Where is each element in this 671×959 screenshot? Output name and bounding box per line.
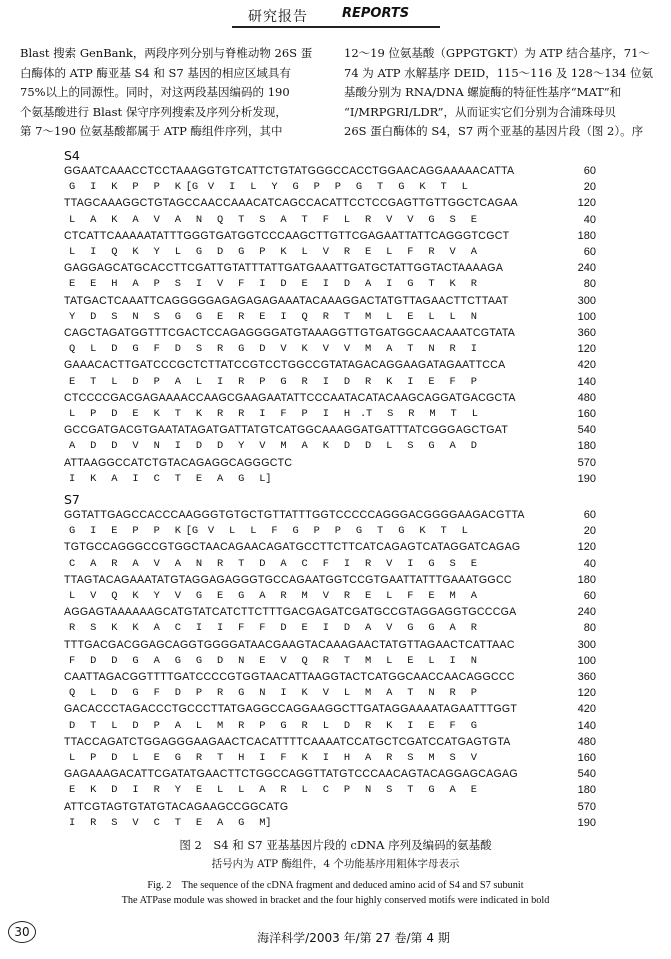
nucleotide-row: [64, 736, 664, 752]
amino-acid-sequence: I R S V C T E A G M]: [69, 816, 272, 829]
amino-acid-sequence: G I K P P K [G V I L Y G P P G T G K T L: [69, 181, 468, 194]
journal-footer: [0, 929, 671, 946]
sequence-position: 180: [577, 229, 596, 242]
nucleotide-row: [64, 457, 664, 473]
cdna-sequence: TTACCAGATCTGGAGGGAAGAACTCACATTTTCAAAATCCATGCTCGATCCATGAGTGTA: [64, 735, 511, 748]
amino-acid-sequence: L V Q K Y V G E G A R M V R E L F E M A: [69, 590, 477, 602]
sequence-position: 240: [577, 262, 596, 275]
amino-acid-row: [64, 440, 664, 456]
amino-acid-row: [64, 311, 664, 327]
nucleotide-row: [64, 295, 664, 311]
sequence-position: 300: [577, 638, 596, 651]
nucleotide-row: [64, 262, 664, 278]
amino-acid-row: [64, 525, 664, 541]
nucleotide-row: [64, 392, 664, 408]
cdna-sequence: GGTATTGAGCCACCCAAGGGTGTGCTGTTATTTGGTCCCCCAGGGACGGGGAAGACGTTA: [64, 509, 525, 521]
sequence-position: 120: [577, 687, 596, 700]
cdna-sequence: GGAATCAAACCTCCTAAAGGTGTCATTCTGTATGGGCCACCTGGAACAGGAAAAACATTA: [64, 165, 515, 177]
sequence-position: 360: [577, 671, 596, 683]
sequence-position: 120: [577, 541, 596, 554]
amino-acid-row: [64, 473, 664, 489]
cdna-sequence: GAGGAGCATGCACCTTCGATTGTATTTATTGATGAAATTGATGCTATTGGTACTAAAAGA: [64, 262, 504, 275]
body-line: 个氨基酸进行 Blast 保守序列搜索及序列分析发现，: [20, 104, 287, 119]
s4-label: S4: [64, 148, 80, 163]
amino-acid-sequence: E E H A P S I V F I D E I D A I G T K R: [69, 278, 477, 291]
sequence-position: 100: [577, 654, 596, 667]
s7-label: S7: [64, 492, 80, 507]
cdna-sequence: TTAGCAAAGGCTGTAGCCAACCAAACATCAGCCACATTCCTCCGAGTTGTTGGCTCAGAA: [64, 197, 518, 210]
amino-acid-row: [64, 817, 664, 833]
cdna-sequence: CAATTAGACGGTTTTGATCCCCGTGGTAACATTAAGGTACTCATGGCAACCAACAGGCCC: [64, 671, 515, 683]
sequence-position: 480: [577, 735, 596, 748]
amino-acid-sequence: L P D E K T K R R I F P I H .T S R M T L: [69, 408, 478, 420]
cdna-sequence: GAAACACTTGATCCCGCTCTTATCCGTCCTGGCCGTATAGACAGGAAGATAGAATTCCA: [64, 359, 506, 372]
sequence-position: 80: [583, 622, 596, 635]
sequence-position: 60: [583, 246, 596, 258]
amino-acid-sequence: A D D V N I D D Y V M A K D D L S G A D: [69, 440, 477, 453]
amino-acid-row: [64, 720, 664, 736]
nucleotide-row: [64, 703, 664, 719]
cdna-sequence: ATTCGTAGTGTATGTACAGAAGCCGGCATG: [64, 800, 289, 813]
sequence-position: 180: [577, 784, 596, 797]
amino-acid-row: [64, 376, 664, 392]
sequence-position: 140: [577, 375, 596, 388]
cdna-sequence: CAGCTAGATGGTTTCGACTCCAGAGGGGATGTAAAGGTTGTGATGGCAACAAATCGTATA: [64, 327, 516, 339]
nucleotide-row: [64, 509, 664, 525]
header-rule: [232, 26, 440, 28]
nucleotide-row: [64, 606, 664, 622]
sequence-position: 540: [577, 768, 596, 781]
figure-caption-en: Fig. 2 The sequence of the cDNA fragment and deduced amino acid of S4 and S7 subunit: [147, 880, 524, 891]
amino-acid-row: [64, 181, 664, 197]
nucleotide-row: [64, 574, 664, 590]
amino-acid-sequence: Y D S N S G G E R E I Q R T M L E L L N: [69, 310, 477, 323]
amino-acid-row: [64, 558, 664, 574]
sequence-position: 20: [583, 181, 596, 194]
journal-citation: 海洋科学/2003 年/第 27 卷/第 4 期: [257, 931, 450, 945]
nucleotide-row: [64, 424, 664, 440]
cdna-sequence: GCCGATGACGTGAATATAGATGATTATGTCATGGCAAAGGATGATTTATCGGGAGCTGAT: [64, 424, 509, 437]
cdna-sequence: TTTGACGACGGAGCAGGTGGGGATAACGAAGTACAAAGAACTATGTTAGAACTCATTAAC: [64, 638, 515, 651]
body-line: 26S 蛋白酶体的 S4，S7 两个亚基的基因片段（图 2）。序: [344, 124, 644, 139]
sequence-position: 120: [577, 197, 596, 210]
amino-acid-row: [64, 590, 664, 606]
body-line: 75%以上的同源性。同时，对这两段基因编码的 190: [20, 85, 290, 100]
amino-acid-sequence: I K A I C T E A G L]: [69, 472, 272, 485]
amino-acid-row: [64, 622, 664, 638]
sequence-position: 80: [583, 278, 596, 291]
sequence-position: 60: [583, 165, 596, 177]
amino-acid-sequence: E K D I R Y E L L A R L C P N S T G A E: [69, 784, 477, 797]
nucleotide-row: [64, 165, 664, 181]
amino-acid-sequence: Q L D G F D P R G N I K V L M A T N R P: [69, 687, 477, 700]
cdna-sequence: CTCATTCAAAAATATTTGGGTGATGGTCCCAAGCTTGTTCGAGAATTATTCAGGGTCGCT: [64, 229, 510, 242]
sequence-position: 140: [577, 719, 596, 732]
body-line: Blast 搜索 GenBank，两段序列分别与脊椎动物 26S 蛋: [20, 46, 313, 60]
sequence-position: 40: [583, 557, 596, 570]
cdna-sequence: GACACCCTAGACCCTGCCCTTATGAGGCCAGGAAGGCTTGATAGGAAAATAGAATTTGGT: [64, 703, 518, 716]
amino-acid-row: [64, 343, 664, 359]
amino-acid-sequence: L I Q K Y L G D G P K L V R E L F R V A: [69, 246, 477, 258]
body-line: “I/MRPGRI/LDR”，从而证实它们分别为合浦珠母贝: [344, 104, 616, 119]
amino-acid-sequence: C A R A V A N R T D A C F I R V I G S E: [69, 557, 477, 570]
sequence-position: 20: [583, 525, 596, 538]
running-header: [0, 4, 671, 26]
sequence-position: 540: [577, 424, 596, 437]
cdna-sequence: TTAGTACAGAAATATGTAGGAGAGGGTGCCAGAATGGTCCGTGAATTATTTGAAATGGCC: [64, 573, 512, 586]
cdna-sequence: ATTAAGGCCATCTGTACAGAGGCAGGGCTC: [64, 456, 293, 469]
amino-acid-row: [64, 784, 664, 800]
nucleotide-row: [64, 327, 664, 343]
amino-acid-row: [64, 246, 664, 262]
amino-acid-row: [64, 687, 664, 703]
nucleotide-row: [64, 541, 664, 557]
sequence-position: 120: [577, 343, 596, 356]
cdna-sequence: TATGACTCAAATTCAGGGGGAGAGAGAGAAATACAAAGGACTATGTTAGAACTTCTTAAT: [64, 294, 509, 307]
cdna-sequence: TGTGCCAGGGCCGTGGCTAACAGAACAGATGCCTTCTTCATCAGAGTCATAGGATCAGAG: [64, 541, 521, 554]
sequence-position: 100: [577, 310, 596, 323]
amino-acid-row: [64, 408, 664, 424]
sequence-position: 60: [583, 590, 596, 602]
body-text-left: [20, 44, 326, 142]
sequence-position: 420: [577, 703, 596, 716]
sequence-position: 160: [577, 408, 596, 420]
figure-caption-zh: 图 2 S4 和 S7 亚基基因片段的 cDNA 序列及编码的氨基酸: [179, 838, 492, 852]
nucleotide-row: [64, 639, 664, 655]
sequence-position: 480: [577, 391, 596, 404]
body-text-right: [344, 44, 660, 142]
nucleotide-row: [64, 359, 664, 375]
figure-note-zh: 括号内为 ATP 酶组件，4 个功能基序用粗体字母表示: [211, 858, 460, 870]
cdna-sequence: GAGAAAGACATTCGATATGAACTTCTGGCCAGGTTATGTCCCAACAGTACAGGAGCAGAG: [64, 768, 518, 781]
header-title: 研究报告: [248, 9, 308, 25]
body-line: 74 为 ATP 水解基序 DEID，115～116 及 128～134 位氨: [344, 65, 653, 80]
amino-acid-sequence: D T L D P A L M R P G R L D R K I E F G: [69, 719, 477, 732]
body-line: 白酶体的 ATP 酶亚基 S4 和 S7 基因的相应区域具有: [20, 65, 291, 80]
amino-acid-sequence: L P D L E G R T H I F K I H A R S M S V: [69, 752, 477, 764]
sequence-position: 40: [583, 213, 596, 226]
sequence-position: 160: [577, 752, 596, 764]
amino-acid-row: [64, 752, 664, 768]
amino-acid-sequence: G I E P P K [G V L L F G P P G T G K T L: [69, 525, 468, 538]
amino-acid-sequence: F D D G A G G D N E V Q R T M L E L I N: [69, 654, 477, 667]
header-reports: REPORTS: [342, 6, 410, 21]
amino-acid-sequence: E T L D P A L I R P G R I D R K I E F P: [69, 375, 477, 388]
sequence-position: 190: [577, 816, 596, 829]
cdna-sequence: AGGAGTAAAAAAGCATGTATCATCTTCTTTGACGAGATCGATGCCGTAGGAGGTGCCCGA: [64, 606, 517, 619]
amino-acid-row: [64, 278, 664, 294]
sequence-position: 360: [577, 327, 596, 339]
sequence-position: 420: [577, 359, 596, 372]
sequence-position: 300: [577, 294, 596, 307]
nucleotide-row: [64, 230, 664, 246]
body-line: 第 7～190 位氨基酸都属于 ATP 酶组件序列，其中: [20, 124, 283, 139]
sequence-position: 570: [577, 456, 596, 469]
cdna-sequence: CTCCCCGACGAGAAAACCAAGCGAAGAATATTCCCAATACATACAAGCAGGATGACGCTA: [64, 391, 516, 404]
amino-acid-sequence: L A K A V A N Q T S A T F L R V V G S E: [69, 213, 477, 226]
page-number: 30: [8, 921, 36, 943]
sequence-position: 180: [577, 440, 596, 453]
amino-acid-sequence: Q L D G F D S R G D V K V V M A T N R I: [69, 343, 477, 356]
amino-acid-sequence: R S K K A C I I F F D E I D A V G G A R: [69, 622, 477, 635]
figure-note-en: The ATPase module was showed in bracket and the four highly conserved motifs were indicated in bold: [121, 895, 550, 906]
sequence-position: 180: [577, 573, 596, 586]
sequence-position: 190: [577, 472, 596, 485]
amino-acid-row: [64, 655, 664, 671]
sequence-position: 240: [577, 606, 596, 619]
nucleotide-row: [64, 671, 664, 687]
nucleotide-row: [64, 801, 664, 817]
sequence-position: 60: [583, 509, 596, 521]
body-line: 基酸分别为 RNA/DNA 螺旋酶的特征性基序“MAT”和: [344, 85, 622, 100]
nucleotide-row: [64, 197, 664, 213]
nucleotide-row: [64, 768, 664, 784]
sequence-position: 570: [577, 800, 596, 813]
amino-acid-row: [64, 214, 664, 230]
body-line: 12～19 位氨基酸（GPPGTGKT）为 ATP 结合基序，71～: [344, 46, 650, 60]
